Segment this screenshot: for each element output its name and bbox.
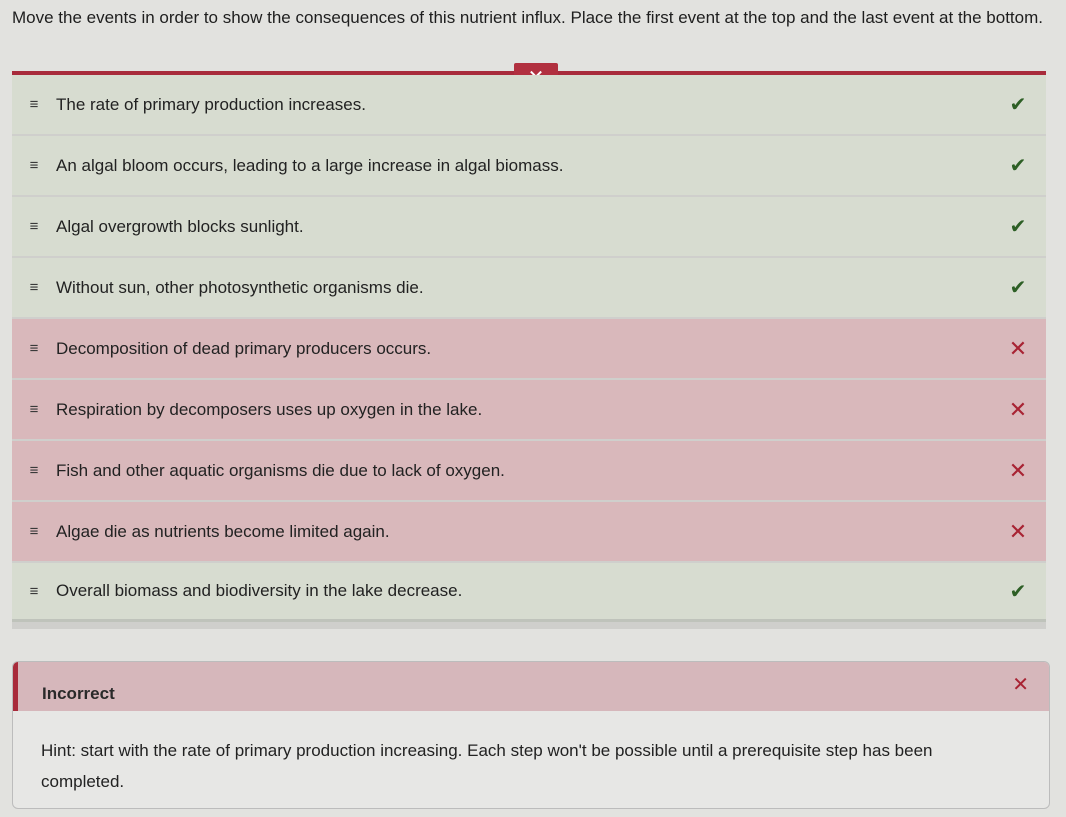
list-item-label: Respiration by decomposers uses up oxygen in the lake. [56, 399, 483, 419]
drag-handle-icon[interactable]: ≡ [29, 96, 39, 113]
list-item-label: Algae die as nutrients become limited again. [56, 521, 390, 541]
list-item[interactable] [12, 75, 1046, 134]
list-item[interactable] [12, 441, 1046, 500]
ordering-list-panel [12, 71, 1046, 629]
drag-handle-icon[interactable]: ≡ [29, 157, 39, 174]
list-item-label: The rate of primary production increases. [56, 94, 366, 114]
checkmark-icon: ✔ [1009, 216, 1027, 238]
cross-icon: ✕ [1008, 335, 1028, 361]
list-item-label: An algal bloom occurs, leading to a large increase in algal biomass. [56, 155, 564, 175]
list-item-label: Without sun, other photosynthetic organisms die. [56, 277, 424, 297]
feedback-hint: Hint: start with the rate of primary production increasing. Each step won't be possible until a prerequisite step has been completed. [41, 741, 933, 791]
drag-handle-icon[interactable]: ≡ [29, 401, 39, 418]
list-item-label: Algal overgrowth blocks sunlight. [56, 216, 304, 236]
checkmark-icon: ✔ [1009, 580, 1027, 603]
drag-handle-icon[interactable]: ≡ [29, 279, 39, 296]
feedback-panel [12, 661, 1050, 809]
cross-icon: ✕ [1008, 518, 1028, 544]
list-item-label: Overall biomass and biodiversity in the lake decrease. [56, 581, 463, 600]
checkmark-icon: ✔ [1009, 94, 1027, 116]
cross-icon: ✕ [1008, 396, 1028, 422]
list-item[interactable] [12, 136, 1046, 195]
drag-handle-icon[interactable]: ≡ [29, 218, 39, 235]
list-item[interactable] [12, 502, 1046, 561]
list-item[interactable] [12, 380, 1046, 439]
list-item-label: Decomposition of dead primary producers occurs. [56, 338, 432, 358]
feedback-title: Incorrect [42, 683, 115, 703]
drag-handle-icon[interactable]: ≡ [29, 523, 39, 540]
checkmark-icon: ✔ [1009, 277, 1027, 299]
list-item-label: Fish and other aquatic organisms die due to lack of oxygen. [56, 460, 505, 480]
drag-handle-icon[interactable]: ≡ [29, 340, 39, 357]
drag-handle-icon[interactable]: ≡ [29, 462, 39, 479]
list-item[interactable] [12, 258, 1046, 317]
list-item[interactable] [12, 319, 1046, 378]
feedback-close-icon[interactable]: ✕ [1012, 674, 1029, 696]
list-item[interactable] [12, 563, 1046, 622]
feedback-header [13, 662, 1049, 711]
drag-handle-icon[interactable]: ≡ [29, 582, 39, 600]
ordering-list [12, 75, 1046, 624]
list-item[interactable] [12, 197, 1046, 256]
cross-icon: ✕ [1008, 457, 1028, 483]
checkmark-icon: ✔ [1009, 155, 1027, 177]
instructions-text: Move the events in order to show the consequences of this nutrient influx. Place the first event at the top and the last event at the bottom. [12, 8, 1043, 27]
